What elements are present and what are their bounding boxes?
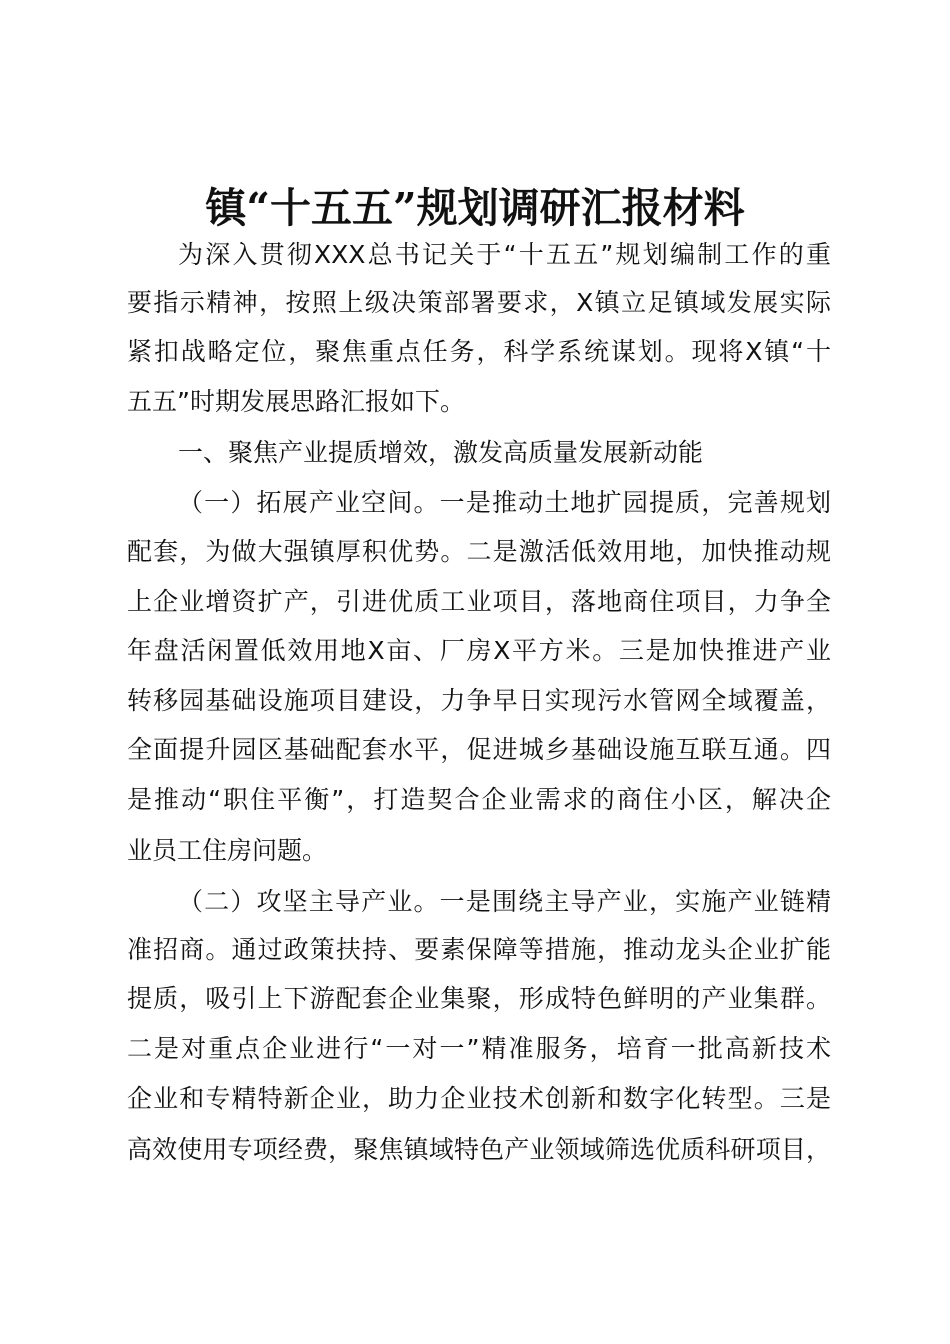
paragraph-line: 要指示精神，按照上级决策部署要求，X镇立足镇域发展实际 <box>127 288 831 317</box>
section-heading: 一、聚焦产业提质增效，激发高质量发展新动能 <box>178 438 704 467</box>
paragraph-line: 五五”时期发展思路汇报如下。 <box>127 387 465 416</box>
paragraph-line: 提质，吸引上下游配套企业集聚，形成特色鲜明的产业集群。 <box>127 984 831 1013</box>
paragraph-line: 业员工住房问题。 <box>127 836 328 865</box>
paragraph-line: 高效使用专项经费，聚焦镇域特色产业领域筛选优质科研项目， <box>127 1135 831 1164</box>
paragraph-line: 全面提升园区基础配套水平，促进城乡基础设施互联互通。四 <box>127 735 831 764</box>
paragraph-line: 为深入贯彻XXX总书记关于“十五五”规划编制工作的重 <box>178 240 831 269</box>
paragraph-line: 准招商。通过政策扶持、要素保障等措施，推动龙头企业扩能 <box>127 935 831 964</box>
paragraph-line: 二是对重点企业进行“一对一”精准服务，培育一批高新技术 <box>127 1034 831 1063</box>
paragraph-line: 是推动“职住平衡”，打造契合企业需求的商住小区，解决企 <box>127 785 831 814</box>
paragraph-line: 配套，为做大强镇厚积优势。二是激活低效用地，加快推动规 <box>127 537 831 566</box>
paragraph-line: 年盘活闲置低效用地X亩、厂房X平方米。三是加快推进产业 <box>127 636 831 665</box>
paragraph-line: （一）拓展产业空间。一是推动土地扩园提质，完善规划 <box>178 488 831 517</box>
paragraph-line: 企业和专精特新企业，助力企业技术创新和数字化转型。三是 <box>127 1084 831 1113</box>
paragraph-line: （二）攻坚主导产业。一是围绕主导产业，实施产业链精 <box>178 887 831 916</box>
paragraph-line: 紧扣战略定位，聚焦重点任务，科学系统谋划。现将X镇“十 <box>127 337 831 366</box>
document-title: 镇“十五五”规划调研汇报材料 <box>205 184 745 232</box>
paragraph-line: 上企业增资扩产，引进优质工业项目，落地商住项目，力争全 <box>127 587 831 616</box>
paragraph-line: 转移园基础设施项目建设，力争早日实现污水管网全域覆盖， <box>127 686 831 715</box>
